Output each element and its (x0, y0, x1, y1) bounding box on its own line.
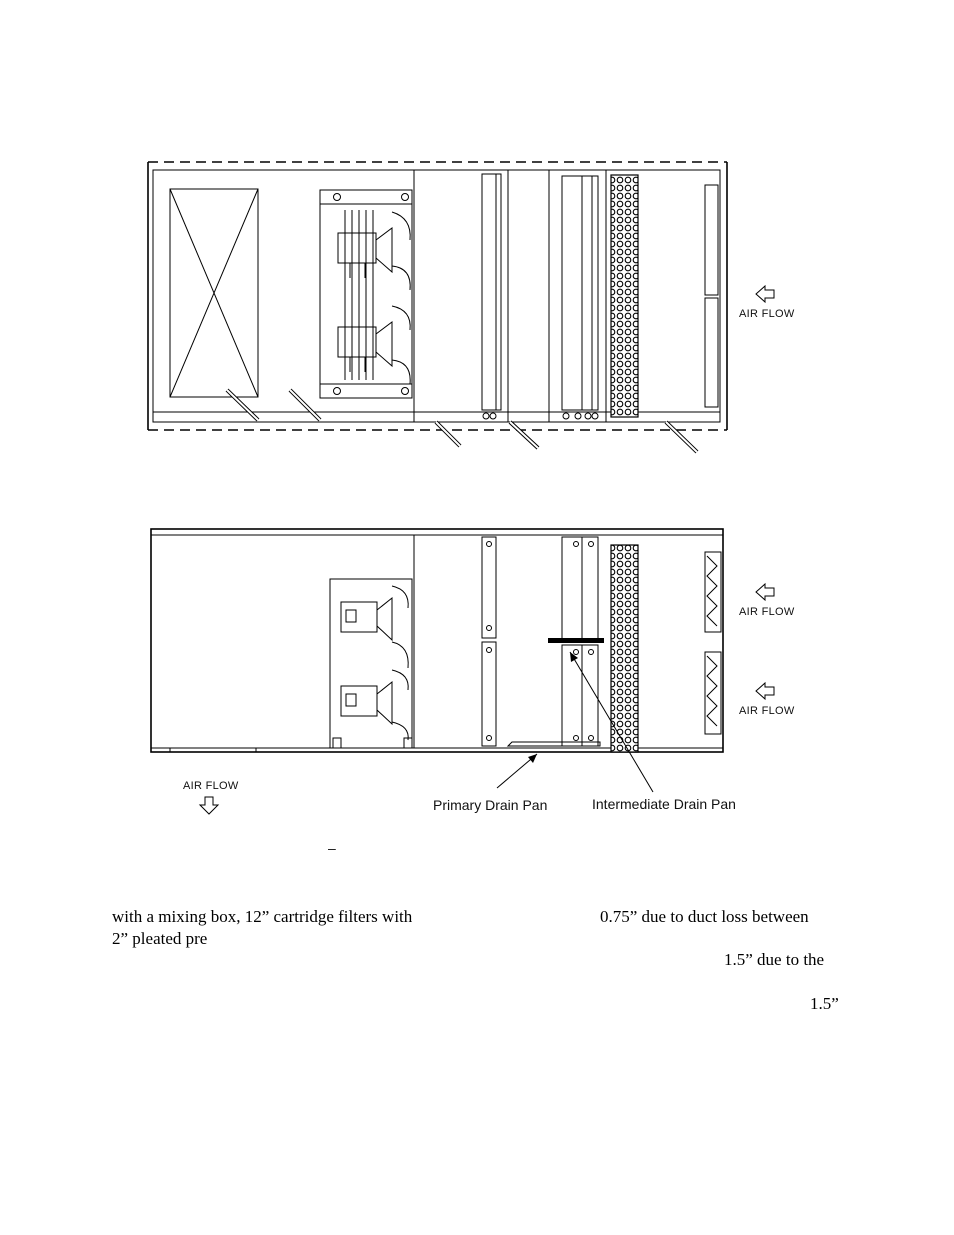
figure-caption-dash: – (328, 840, 336, 856)
airflow-arrow-elevation-lower (739, 683, 795, 717)
intermediate-drain-pan (548, 638, 604, 643)
cartridge-filter-elevation (611, 545, 638, 752)
airflow-label-elevation-upper: AIR FLOW (739, 606, 795, 618)
elevation-view (151, 529, 795, 814)
primary-drain-pan-label: Primary Drain Pan (433, 797, 548, 813)
fan-assembly-elevation (330, 535, 414, 748)
coil-elevation-1 (482, 537, 496, 746)
pre-filter-elevation (705, 552, 721, 734)
coil-elevation-2 (548, 537, 604, 746)
text-line-3-right: 1.5” due to the (724, 950, 825, 969)
airflow-label-discharge: AIR FLOW (183, 780, 239, 792)
airflow-arrow-elevation-upper (739, 584, 795, 618)
airflow-arrow-discharge (183, 780, 239, 814)
primary-drain-pan (508, 742, 600, 746)
text-line-1-left: with a mixing box, 12” cartridge filters with (112, 907, 413, 926)
airflow-arrow-plan (739, 286, 795, 320)
mixing-box-damper (170, 189, 258, 397)
fan-assembly-plan (320, 190, 412, 398)
intermediate-drain-pan-label: Intermediate Drain Pan (592, 796, 736, 812)
airflow-label-elevation-lower: AIR FLOW (739, 705, 795, 717)
text-line-4-right: 1.5” (810, 994, 839, 1013)
text-line-2-left: 2” pleated pre (112, 929, 208, 948)
text-line-1-right: 0.75” due to duct loss between (600, 907, 809, 926)
cartridge-filter-plan (611, 175, 638, 417)
airflow-label-plan: AIR FLOW (739, 308, 795, 320)
coil-plan-2 (562, 176, 598, 419)
pre-filter-plan (705, 185, 718, 407)
plan-view (148, 162, 795, 452)
coil-plan-1 (482, 174, 501, 419)
